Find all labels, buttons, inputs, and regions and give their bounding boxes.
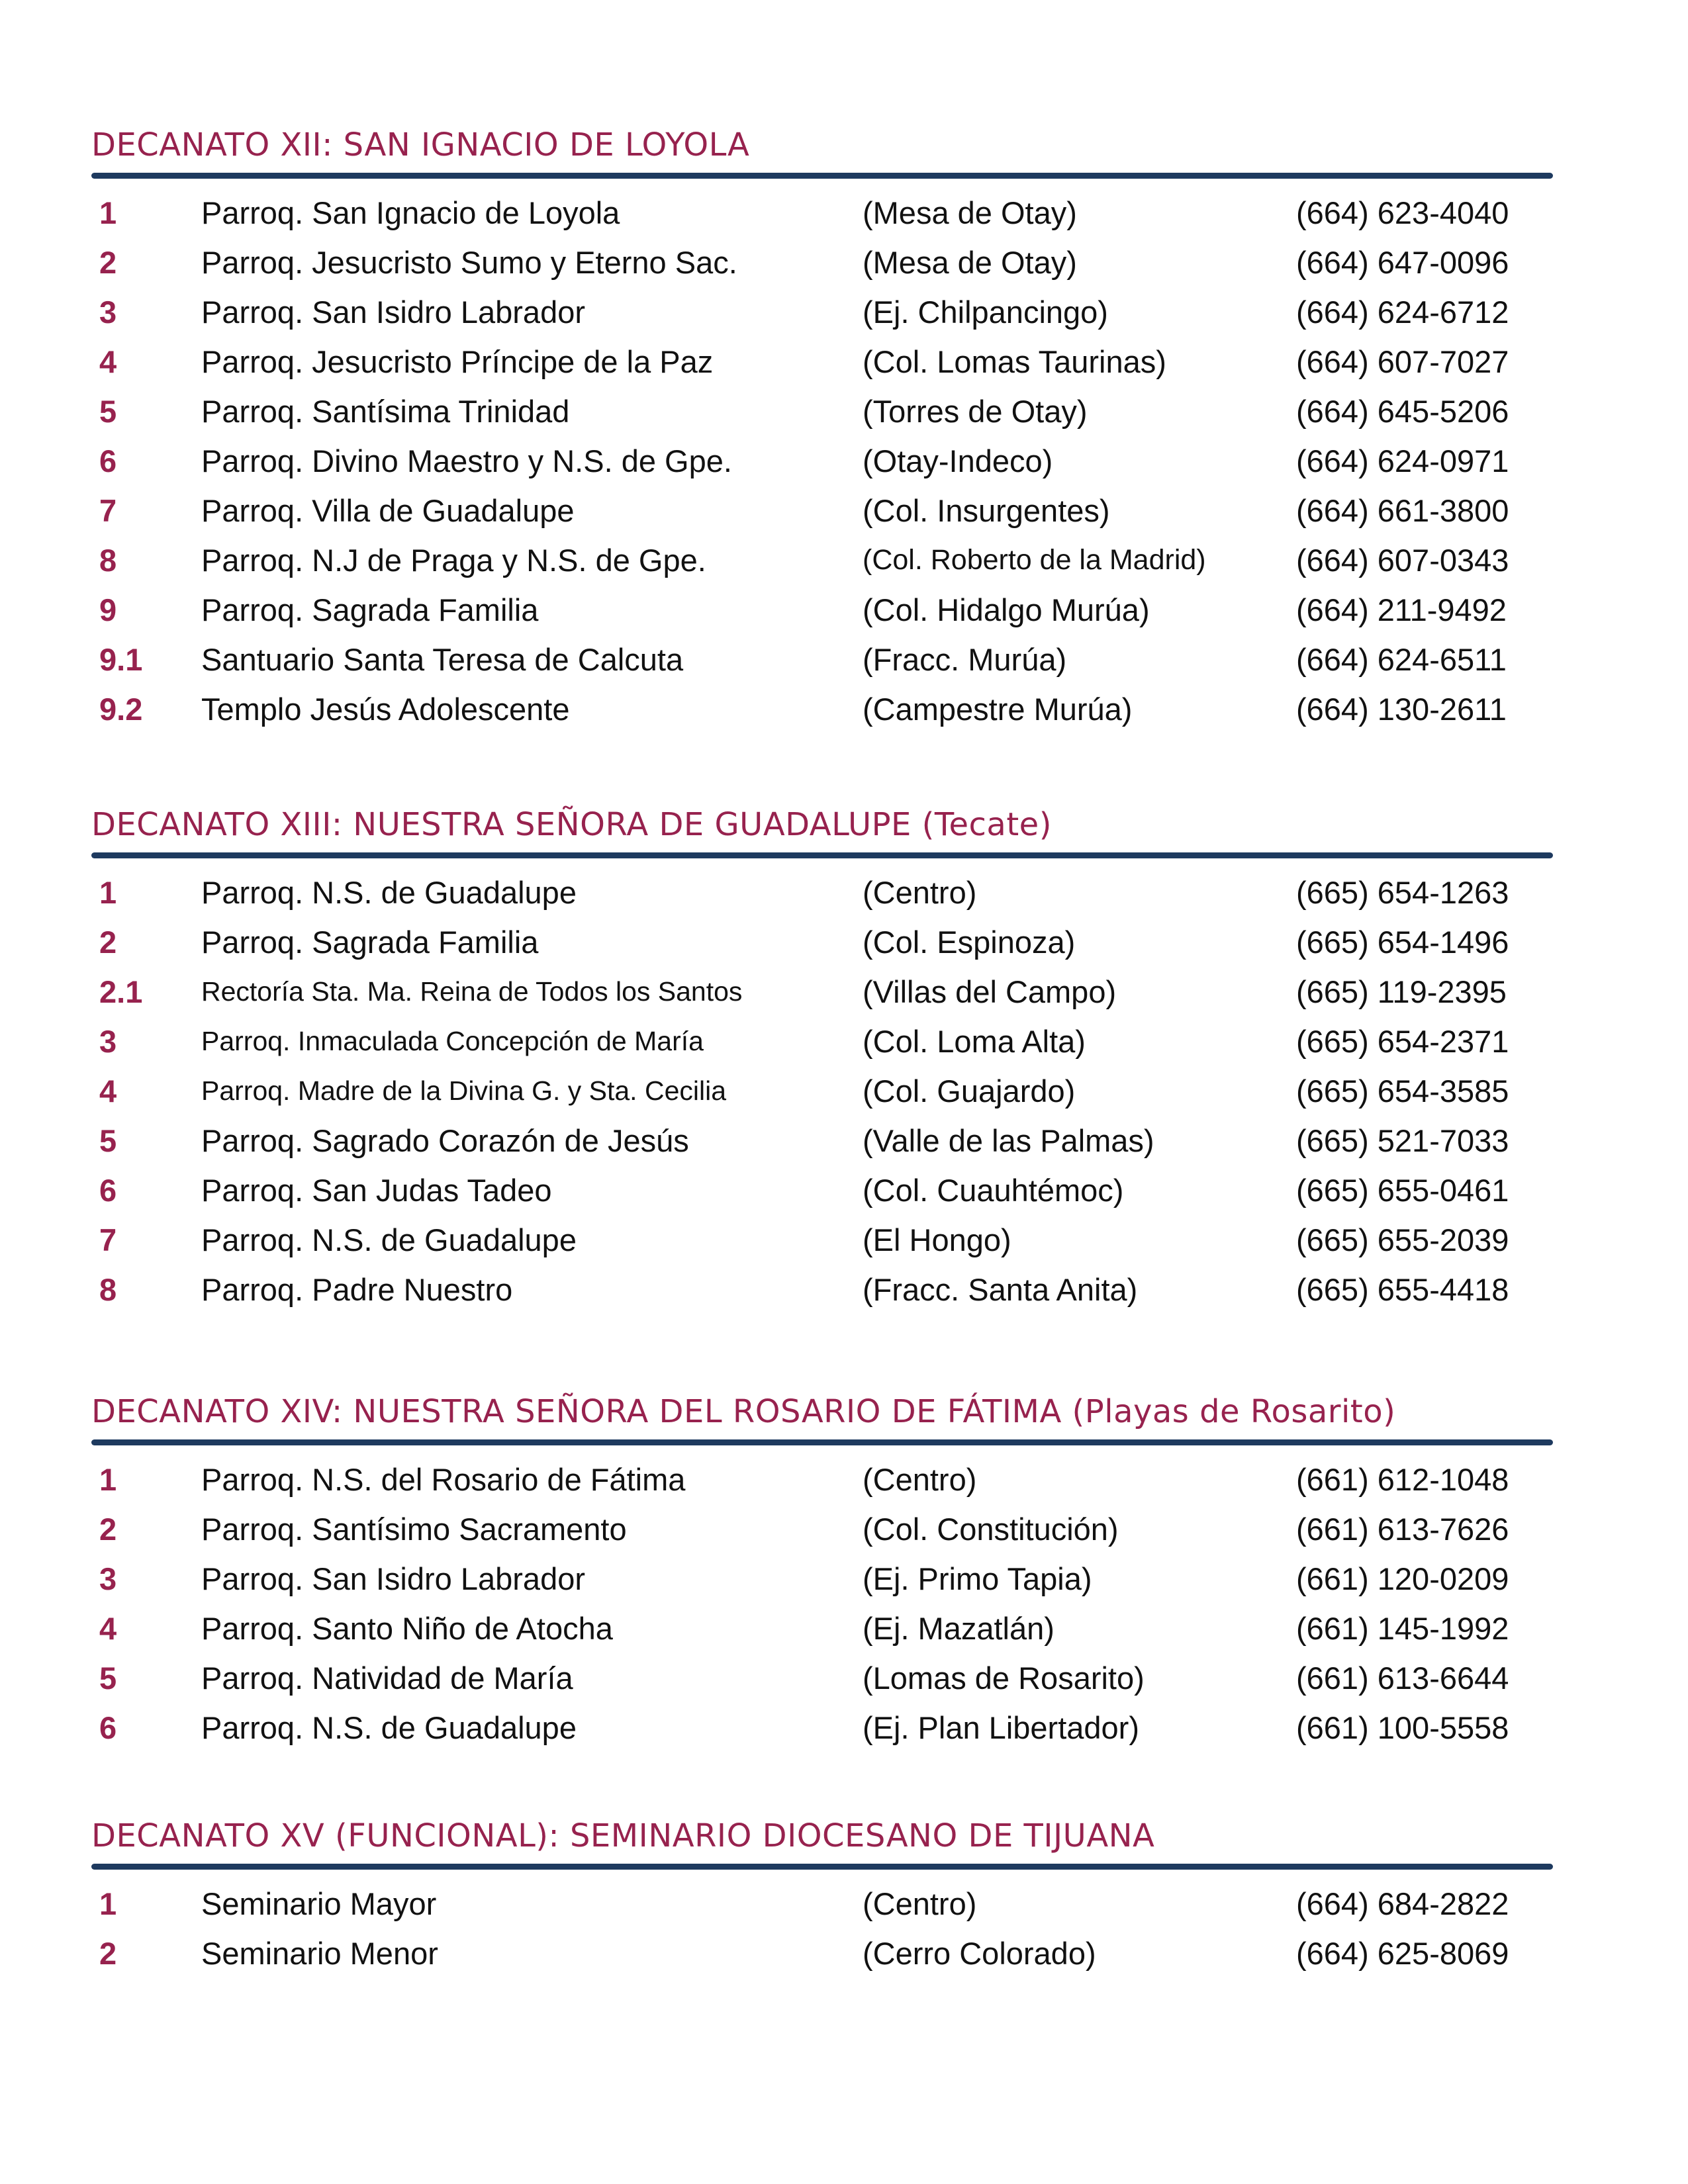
item-number: 2.1 xyxy=(99,974,143,1009)
item-location: (Centro) xyxy=(863,1886,977,1921)
item-phone: (664) 130-2611 xyxy=(1296,692,1507,727)
item-number: 1 xyxy=(99,875,117,910)
item-phone: (664) 645-5206 xyxy=(1296,394,1509,429)
list-item xyxy=(91,868,1553,917)
item-location: (Ej. Mazatlán) xyxy=(863,1611,1055,1646)
item-phone: (665) 654-3585 xyxy=(1296,1073,1509,1109)
item-number: 4 xyxy=(99,1611,117,1646)
item-number: 7 xyxy=(99,493,117,528)
item-number: 1 xyxy=(99,1462,117,1497)
item-phone: (665) 654-2371 xyxy=(1296,1024,1509,1059)
item-number: 4 xyxy=(99,344,117,379)
item-phone: (665) 521-7033 xyxy=(1296,1123,1509,1158)
item-phone: (664) 684-2822 xyxy=(1296,1886,1509,1921)
list-item xyxy=(91,635,1553,684)
item-phone: (664) 624-0971 xyxy=(1296,443,1509,478)
list-item xyxy=(91,684,1553,734)
item-name: Parroq. Sagrado Corazón de Jesús xyxy=(201,1123,689,1158)
item-location: (Col. Roberto de la Madrid) xyxy=(863,544,1206,576)
list-item xyxy=(91,1703,1553,1752)
item-name: Parroq. N.S. de Guadalupe xyxy=(201,1710,577,1745)
list-item xyxy=(91,535,1553,585)
item-number: 9.2 xyxy=(99,692,143,727)
item-location: (Ej. Primo Tapia) xyxy=(863,1561,1092,1596)
item-phone: (664) 607-0343 xyxy=(1296,543,1509,578)
item-location: (Campestre Murúa) xyxy=(863,692,1133,727)
item-location: (Col. Hidalgo Murúa) xyxy=(863,592,1150,627)
item-phone: (665) 655-0461 xyxy=(1296,1173,1509,1208)
item-phone: (665) 119-2395 xyxy=(1296,974,1507,1009)
item-location: (Col. Lomas Taurinas) xyxy=(863,344,1166,379)
item-location: (Col. Guajardo) xyxy=(863,1073,1076,1109)
parish-list xyxy=(91,868,1553,1314)
list-item xyxy=(91,188,1553,238)
item-phone: (661) 145-1992 xyxy=(1296,1611,1509,1646)
item-location: (Mesa de Otay) xyxy=(863,195,1077,230)
list-item xyxy=(91,337,1553,387)
item-location: (Centro) xyxy=(863,875,977,910)
item-name: Parroq. Jesucristo Sumo y Eterno Sac. xyxy=(201,245,737,280)
list-item xyxy=(91,387,1553,436)
item-phone: (664) 625-8069 xyxy=(1296,1936,1509,1971)
item-number: 2 xyxy=(99,1936,117,1971)
item-location: (Ej. Chilpancingo) xyxy=(863,295,1108,330)
section-decanato-xii xyxy=(91,121,1553,734)
item-location: (Col. Loma Alta) xyxy=(863,1024,1086,1059)
item-location: (Torres de Otay) xyxy=(863,394,1088,429)
item-phone: (664) 624-6511 xyxy=(1296,642,1507,677)
section-heading: DECANATO XIII: NUESTRA SEÑORA DE GUADALUPE (Tecate) xyxy=(91,806,1052,843)
item-location: (Lomas de Rosarito) xyxy=(863,1661,1145,1696)
list-item xyxy=(91,1929,1553,1978)
item-phone: (664) 624-6712 xyxy=(1296,295,1509,330)
item-location: (Mesa de Otay) xyxy=(863,245,1077,280)
list-item xyxy=(91,1116,1553,1165)
item-name: Parroq. Madre de la Divina G. y Sta. Cecilia xyxy=(201,1075,726,1106)
item-phone: (661) 613-7626 xyxy=(1296,1512,1509,1547)
item-number: 1 xyxy=(99,195,117,230)
list-item xyxy=(91,1017,1553,1066)
item-number: 5 xyxy=(99,1123,117,1158)
item-location: (Fracc. Santa Anita) xyxy=(863,1272,1138,1307)
item-location: (Col. Constitución) xyxy=(863,1512,1119,1547)
list-item xyxy=(91,585,1553,635)
item-name: Parroq. Sagrada Familia xyxy=(201,925,539,960)
item-number: 6 xyxy=(99,443,117,478)
item-location: (Ej. Plan Libertador) xyxy=(863,1710,1139,1745)
item-phone: (664) 623-4040 xyxy=(1296,195,1509,230)
item-location: (Valle de las Palmas) xyxy=(863,1123,1154,1158)
list-item xyxy=(91,486,1553,535)
item-number: 1 xyxy=(99,1886,117,1921)
item-name: Parroq. Sagrada Familia xyxy=(201,592,539,627)
list-item xyxy=(91,1879,1553,1929)
item-number: 8 xyxy=(99,543,117,578)
item-name: Parroq. Padre Nuestro xyxy=(201,1272,513,1307)
section-decanato-xiii xyxy=(91,801,1553,1314)
item-number: 9 xyxy=(99,592,117,627)
section-heading: DECANATO XIV: NUESTRA SEÑORA DEL ROSARIO DE FÁTIMA (Playas de Rosarito) xyxy=(91,1393,1396,1430)
section-divider xyxy=(91,173,1553,179)
list-item xyxy=(91,287,1553,337)
item-number: 4 xyxy=(99,1073,117,1109)
list-item xyxy=(91,917,1553,967)
item-name: Seminario Mayor xyxy=(201,1886,437,1921)
item-name: Parroq. Jesucristo Príncipe de la Paz xyxy=(201,344,714,379)
item-phone: (661) 120-0209 xyxy=(1296,1561,1509,1596)
item-location: (Cerro Colorado) xyxy=(863,1936,1096,1971)
list-item xyxy=(91,1265,1553,1314)
item-phone: (664) 211-9492 xyxy=(1296,592,1507,627)
item-name: Parroq. Santísima Trinidad xyxy=(201,394,570,429)
item-name: Parroq. N.J de Praga y N.S. de Gpe. xyxy=(201,543,706,578)
item-number: 2 xyxy=(99,1512,117,1547)
item-name: Parroq. Santo Niño de Atocha xyxy=(201,1611,613,1646)
item-name: Seminario Menor xyxy=(201,1936,438,1971)
item-number: 5 xyxy=(99,394,117,429)
item-number: 6 xyxy=(99,1710,117,1745)
item-number: 2 xyxy=(99,245,117,280)
list-item xyxy=(91,1455,1553,1504)
section-heading: DECANATO XII: SAN IGNACIO DE LOYOLA xyxy=(91,126,750,163)
item-location: (Col. Insurgentes) xyxy=(863,493,1110,528)
item-number: 3 xyxy=(99,295,117,330)
item-name: Parroq. Divino Maestro y N.S. de Gpe. xyxy=(201,443,732,478)
parish-list xyxy=(91,1879,1553,1978)
item-name: Rectoría Sta. Ma. Reina de Todos los Santos xyxy=(201,976,743,1007)
item-location: (Col. Cuauhtémoc) xyxy=(863,1173,1124,1208)
item-name: Parroq. Santísimo Sacramento xyxy=(201,1512,627,1547)
item-phone: (664) 647-0096 xyxy=(1296,245,1509,280)
list-item xyxy=(91,436,1553,486)
item-location: (Otay-Indeco) xyxy=(863,443,1053,478)
section-decanato-xv xyxy=(91,1812,1553,1978)
list-item xyxy=(91,1504,1553,1554)
item-number: 6 xyxy=(99,1173,117,1208)
item-name: Santuario Santa Teresa de Calcuta xyxy=(201,642,684,677)
item-number: 3 xyxy=(99,1561,117,1596)
item-number: 5 xyxy=(99,1661,117,1696)
item-name: Parroq. San Isidro Labrador xyxy=(201,1561,585,1596)
list-item xyxy=(91,1554,1553,1604)
item-number: 2 xyxy=(99,925,117,960)
item-name: Parroq. Inmaculada Concepción de María xyxy=(201,1026,704,1056)
item-phone: (665) 654-1496 xyxy=(1296,925,1509,960)
item-number: 7 xyxy=(99,1222,117,1257)
item-name: Parroq. San Ignacio de Loyola xyxy=(201,195,620,230)
parish-list xyxy=(91,1455,1553,1752)
item-phone: (661) 100-5558 xyxy=(1296,1710,1509,1745)
list-item xyxy=(91,1165,1553,1215)
item-name: Templo Jesús Adolescente xyxy=(201,692,570,727)
item-name: Parroq. N.S. del Rosario de Fátima xyxy=(201,1462,686,1497)
list-item xyxy=(91,967,1553,1017)
item-location: (El Hongo) xyxy=(863,1222,1011,1257)
section-heading: DECANATO XV (FUNCIONAL): SEMINARIO DIOCESANO DE TIJUANA xyxy=(91,1817,1155,1854)
list-item xyxy=(91,238,1553,287)
item-location: (Fracc. Murúa) xyxy=(863,642,1067,677)
item-phone: (664) 661-3800 xyxy=(1296,493,1509,528)
parish-list xyxy=(91,188,1553,734)
item-phone: (665) 655-4418 xyxy=(1296,1272,1509,1307)
item-number: 8 xyxy=(99,1272,117,1307)
item-name: Parroq. N.S. de Guadalupe xyxy=(201,875,577,910)
item-phone: (664) 607-7027 xyxy=(1296,344,1509,379)
item-name: Parroq. Villa de Guadalupe xyxy=(201,493,575,528)
item-phone: (665) 655-2039 xyxy=(1296,1222,1509,1257)
item-name: Parroq. San Judas Tadeo xyxy=(201,1173,552,1208)
list-item xyxy=(91,1653,1553,1703)
list-item xyxy=(91,1215,1553,1265)
list-item xyxy=(91,1066,1553,1116)
section-divider xyxy=(91,1864,1553,1870)
section-divider xyxy=(91,1439,1553,1445)
item-number: 9.1 xyxy=(99,642,143,677)
item-phone: (661) 612-1048 xyxy=(1296,1462,1509,1497)
item-location: (Col. Espinoza) xyxy=(863,925,1076,960)
item-location: (Villas del Campo) xyxy=(863,974,1117,1009)
item-number: 3 xyxy=(99,1024,117,1059)
section-divider xyxy=(91,852,1553,858)
list-item xyxy=(91,1604,1553,1653)
item-phone: (665) 654-1263 xyxy=(1296,875,1509,910)
item-name: Parroq. N.S. de Guadalupe xyxy=(201,1222,577,1257)
item-location: (Centro) xyxy=(863,1462,977,1497)
item-name: Parroq. Natividad de María xyxy=(201,1661,573,1696)
item-name: Parroq. San Isidro Labrador xyxy=(201,295,585,330)
section-decanato-xiv xyxy=(91,1388,1553,1752)
item-phone: (661) 613-6644 xyxy=(1296,1661,1509,1696)
